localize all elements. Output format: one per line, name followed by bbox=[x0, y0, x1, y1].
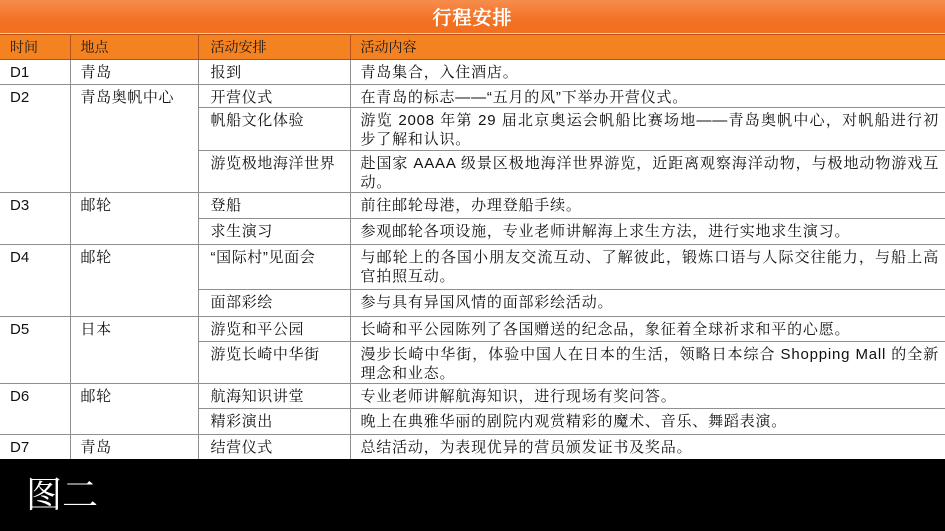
activity-cell: 游览长崎中华街 bbox=[198, 342, 350, 384]
day-cell: D6 bbox=[0, 384, 70, 435]
activity-cell: 帆船文化体验 bbox=[198, 108, 350, 151]
day-cell: D5 bbox=[0, 317, 70, 384]
activity-content-cell: 在青岛的标志——“五月的风”下举办开营仪式。 bbox=[350, 85, 945, 108]
place-cell: 青岛奥帆中心 bbox=[70, 85, 198, 193]
activity-content-cell: 前往邮轮母港，办理登船手续。 bbox=[350, 193, 945, 219]
figure-caption: 图二 bbox=[26, 474, 99, 515]
table-row bbox=[0, 317, 945, 342]
day-cell: D4 bbox=[0, 245, 70, 317]
column-header-activity: 活动安排 bbox=[198, 35, 350, 60]
activity-content-cell: 游览 2008 年第 29 届北京奥运会帆船比赛场地——青岛奥帆中心，对帆船进行初步了解和认识。 bbox=[350, 108, 945, 151]
table-row bbox=[0, 435, 945, 460]
activity-cell: 登船 bbox=[198, 193, 350, 219]
table-row bbox=[0, 60, 945, 85]
table-body bbox=[0, 60, 945, 460]
activity-cell: 面部彩绘 bbox=[198, 290, 350, 317]
activity-content-cell: 漫步长崎中华街，体验中国人在日本的生活，领略日本综合 Shopping Mall 的全新理念和业态。 bbox=[350, 342, 945, 384]
header-row bbox=[0, 35, 945, 60]
activity-content-cell: 晚上在典雅华丽的剧院内观赏精彩的魔术、音乐、舞蹈表演。 bbox=[350, 409, 945, 435]
activity-content-cell: 参与具有异国风情的面部彩绘活动。 bbox=[350, 290, 945, 317]
day-cell: D3 bbox=[0, 193, 70, 245]
activity-cell: 求生演习 bbox=[198, 219, 350, 245]
activity-cell: 开营仪式 bbox=[198, 85, 350, 108]
column-header-content: 活动内容 bbox=[350, 35, 945, 60]
day-cell: D2 bbox=[0, 85, 70, 193]
table-header bbox=[0, 35, 945, 60]
figure-caption-band bbox=[0, 459, 945, 531]
table-row bbox=[0, 384, 945, 409]
table-row bbox=[0, 85, 945, 108]
activity-cell: 游览极地海洋世界 bbox=[198, 151, 350, 193]
activity-cell: 精彩演出 bbox=[198, 409, 350, 435]
place-cell: 邮轮 bbox=[70, 193, 198, 245]
column-header-place: 地点 bbox=[70, 35, 198, 60]
schedule-table bbox=[0, 34, 945, 459]
activity-cell: 游览和平公园 bbox=[198, 317, 350, 342]
activity-content-cell: 专业老师讲解航海知识，进行现场有奖问答。 bbox=[350, 384, 945, 409]
activity-cell: 航海知识讲堂 bbox=[198, 384, 350, 409]
day-cell: D1 bbox=[0, 60, 70, 85]
table-title: 行程安排 bbox=[432, 7, 513, 29]
activity-content-cell: 参观邮轮各项设施，专业老师讲解海上求生方法，进行实地求生演习。 bbox=[350, 219, 945, 245]
day-cell: D7 bbox=[0, 435, 70, 460]
activity-content-cell: 青岛集合，入住酒店。 bbox=[350, 60, 945, 85]
place-cell: 青岛 bbox=[70, 435, 198, 460]
place-cell: 邮轮 bbox=[70, 384, 198, 435]
table-title-bar bbox=[0, 0, 945, 34]
activity-content-cell: 与邮轮上的各国小朋友交流互动、了解彼此，锻炼口语与人际交往能力，与船上高官拍照互动。 bbox=[350, 245, 945, 290]
place-cell: 青岛 bbox=[70, 60, 198, 85]
activity-content-cell: 总结活动，为表现优异的营员颁发证书及奖品。 bbox=[350, 435, 945, 460]
table-row bbox=[0, 245, 945, 290]
activity-content-cell: 长崎和平公园陈列了各国赠送的纪念品，象征着全球祈求和平的心愿。 bbox=[350, 317, 945, 342]
activity-cell: “国际村”见面会 bbox=[198, 245, 350, 290]
table-row bbox=[0, 193, 945, 219]
place-cell: 邮轮 bbox=[70, 245, 198, 317]
place-cell: 日本 bbox=[70, 317, 198, 384]
activity-cell: 报到 bbox=[198, 60, 350, 85]
column-header-time: 时间 bbox=[0, 35, 70, 60]
activity-content-cell: 赴国家 AAAA 级景区极地海洋世界游览，近距离观察海洋动物，与极地动物游戏互动。 bbox=[350, 151, 945, 193]
activity-cell: 结营仪式 bbox=[198, 435, 350, 460]
